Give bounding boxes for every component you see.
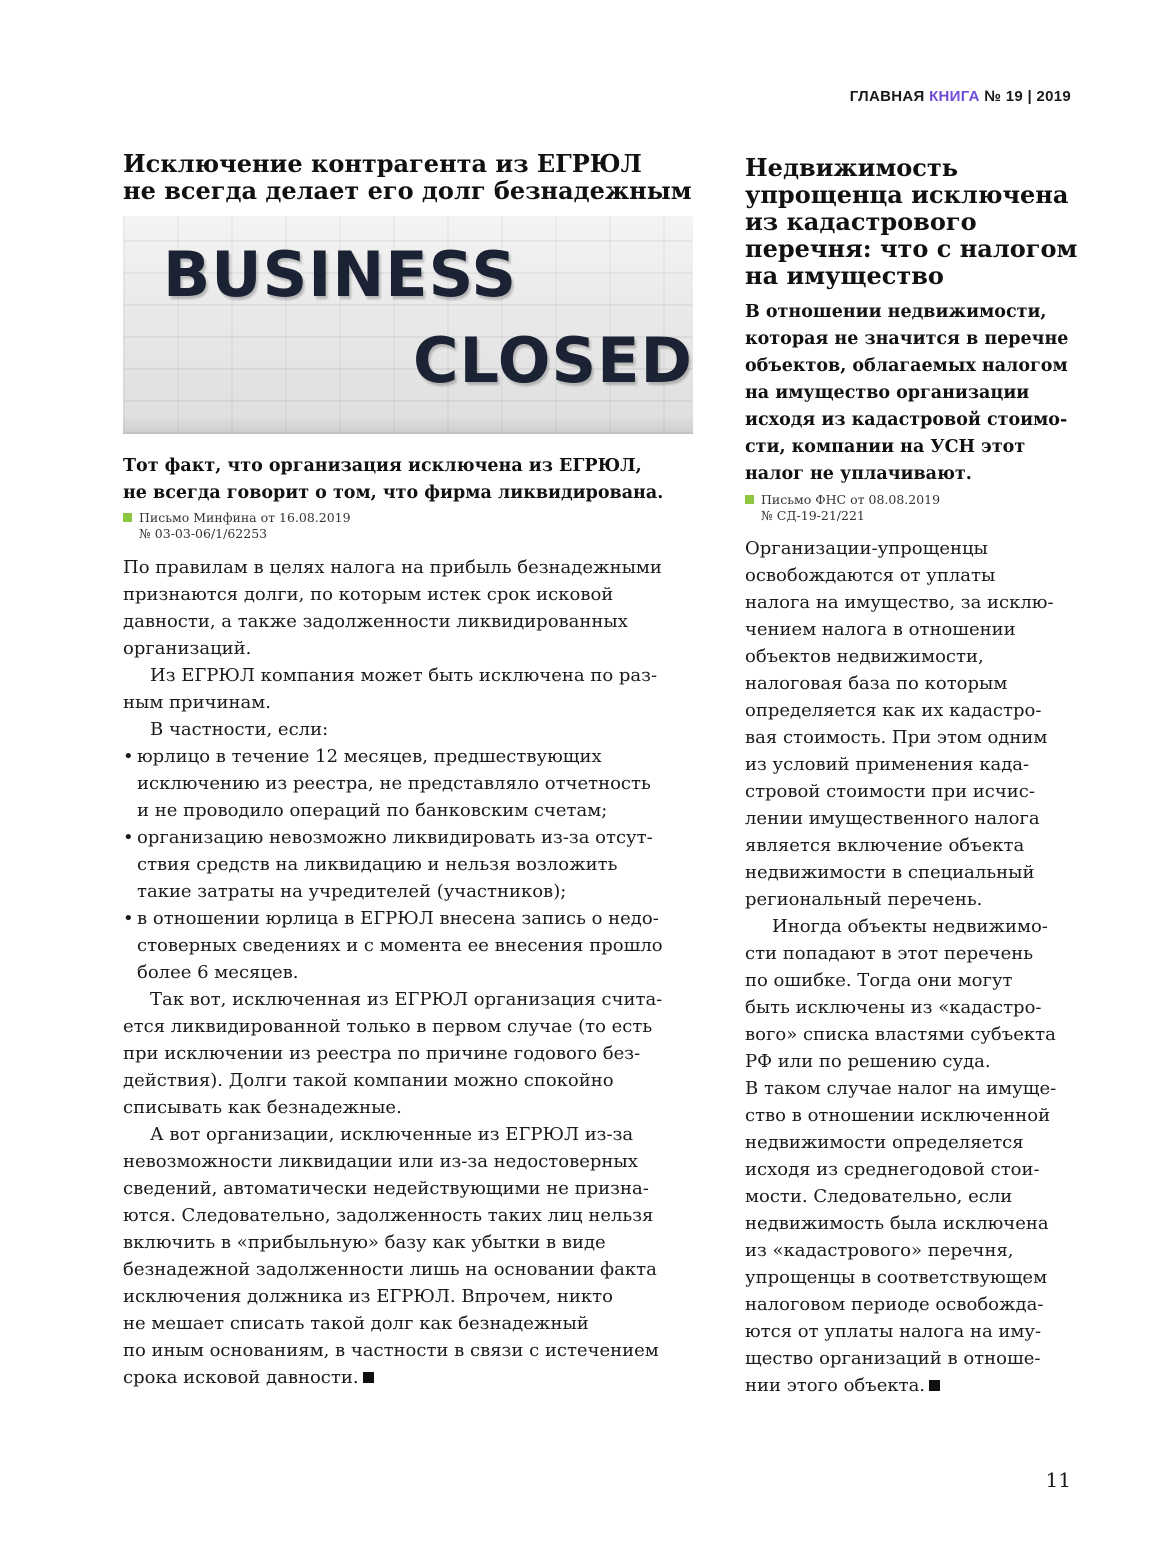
photo-text-closed: CLOSED <box>413 324 693 397</box>
body-line: стровой стоимости при исчис- <box>745 781 1035 802</box>
body-line: лении имущественного налога <box>745 808 1040 829</box>
body-line: быть исключены из «кадастро- <box>745 997 1042 1018</box>
bullet-item: • юрлицо в течение 12 месяцев, предшествующих <box>123 743 695 770</box>
photo-shadow <box>123 416 693 434</box>
bullet-item-cont: ствия средств на ликвидацию и нельзя возложить <box>137 854 618 875</box>
right-lead-line: сти, компании на УСН этот <box>745 437 1026 457</box>
body-line: недвижимости определяется <box>745 1132 1024 1153</box>
left-lead <box>123 453 695 507</box>
bullet-item-cont: стоверных сведениях и с момента ее внесения прошло <box>137 935 663 956</box>
photo-text-business: BUSINESS <box>163 238 518 311</box>
left-source <box>123 510 695 542</box>
body-line: ство в отношении исключенной <box>745 1105 1051 1126</box>
right-lead-line: налог не уплачивают. <box>745 464 972 484</box>
left-lead-line: Тот факт, что организация исключена из ЕГРЮЛ, <box>123 456 642 476</box>
body-line: По правилам в целях налога на прибыль безнадежными <box>123 557 662 578</box>
body-line: объектов недвижимости, <box>745 646 984 667</box>
body-line-text: срока исковой давности. <box>123 1367 359 1388</box>
right-lead-line: объектов, облагаемых налогом <box>745 356 1068 376</box>
body-line: невозможности ликвидации или из-за недостоверных <box>123 1151 638 1172</box>
right-headline-line: из кадастрового <box>745 207 977 236</box>
body-line: недвижимость была исключена <box>745 1213 1049 1234</box>
body-line: налоговом периоде освобожда- <box>745 1294 1044 1315</box>
left-headline <box>123 150 695 204</box>
body-line: по иным основаниям, в частности в связи с истечением <box>123 1340 659 1361</box>
left-headline-line: Исключение контрагента из ЕГРЮЛ <box>123 149 642 178</box>
right-headline-line: упрощенца исключена <box>745 180 1069 209</box>
end-mark-icon <box>363 1372 374 1383</box>
left-source-line: Письмо Минфина от 16.08.2019 <box>139 510 351 525</box>
left-body <box>123 554 695 1391</box>
body-line: признаются долги, по которым истек срок исковой <box>123 584 614 605</box>
body-line: чением налога в отношении <box>745 619 1016 640</box>
body-line: исключения должника из ЕГРЮЛ. Впрочем, никто <box>123 1286 613 1307</box>
green-square-icon <box>745 495 754 504</box>
body-line: Так вот, исключенная из ЕГРЮЛ организация счита- <box>150 989 663 1010</box>
bullet-item-cont: исключению из реестра, не представляло отчетность <box>137 773 651 794</box>
body-line: включить в «прибыльную» базу как убытки в виде <box>123 1232 606 1253</box>
body-line: ются. Следовательно, задолженность таких лиц нельзя <box>123 1205 654 1226</box>
body-line: из «кадастрового» перечня, <box>745 1240 1014 1261</box>
body-line: ются от уплаты налога на иму- <box>745 1321 1042 1342</box>
body-line: из условий применения када- <box>745 754 1030 775</box>
body-line: РФ или по решению суда. <box>745 1051 991 1072</box>
right-article <box>745 154 1080 1399</box>
right-source-line: № СД-19-21/221 <box>761 508 865 523</box>
body-line-last <box>745 1372 1080 1399</box>
body-line: освобождаются от уплаты <box>745 565 996 586</box>
body-line: безнадежной задолженности лишь на основании факта <box>123 1259 657 1280</box>
body-line: действия). Долги такой компании можно спокойно <box>123 1070 614 1091</box>
bullet-item-cont: такие затраты на учредителей (участников); <box>137 881 567 902</box>
body-line-text: нии этого объекта. <box>745 1375 926 1396</box>
masthead <box>850 88 1071 105</box>
masthead-title-accent: КНИГА <box>929 88 980 105</box>
body-line: Иногда объекты недвижимо- <box>772 916 1048 937</box>
body-line-last <box>123 1364 695 1391</box>
right-headline-line: перечня: что с налогом <box>745 234 1078 263</box>
right-lead-line: которая не значится в перечне <box>745 329 1069 349</box>
body-line: региональный перечень. <box>745 889 983 910</box>
body-line: является включение объекта <box>745 835 1025 856</box>
bullet-item: • в отношении юрлица в ЕГРЮЛ внесена запись о недо- <box>123 905 695 932</box>
right-lead-line: исходя из кадастровой стоимо- <box>745 410 1068 430</box>
right-headline <box>745 154 1080 289</box>
body-line: сти попадают в этот перечень <box>745 943 1034 964</box>
right-source-line: Письмо ФНС от 08.08.2019 <box>761 492 941 507</box>
masthead-issue: № 19 | 2019 <box>984 88 1071 105</box>
body-line: недвижимости в специальный <box>745 862 1035 883</box>
right-headline-line: на имущество <box>745 261 944 290</box>
bullet-item-cont: более 6 месяцев. <box>137 962 299 983</box>
body-line: вая стоимость. При этом одним <box>745 727 1048 748</box>
body-line: мости. Следовательно, если <box>745 1186 1013 1207</box>
end-mark-icon <box>929 1380 940 1391</box>
left-lead-line: не всегда говорит о том, что фирма ликвидирована. <box>123 483 664 503</box>
body-line: В частности, если: <box>150 719 329 740</box>
body-line: А вот организации, исключенные из ЕГРЮЛ из-за <box>150 1124 634 1145</box>
left-source-line: № 03-03-06/1/62253 <box>139 526 268 541</box>
page-number: 11 <box>1045 1468 1071 1492</box>
body-line: В таком случае налог на имуще- <box>745 1078 1057 1099</box>
body-line: Организации-упрощенцы <box>745 538 988 559</box>
right-lead-line: В отношении недвижимости, <box>745 302 1047 322</box>
left-article <box>123 150 695 1391</box>
body-line: ется ликвидированной только в первом случае (то есть <box>123 1016 653 1037</box>
green-square-icon <box>123 513 132 522</box>
body-line: налоговая база по которым <box>745 673 1008 694</box>
body-line: при исключении из реестра по причине годового без- <box>123 1043 641 1064</box>
business-closed-photo <box>123 216 693 434</box>
body-line: налога на имущество, за исклю- <box>745 592 1054 613</box>
body-line: щество организаций в отноше- <box>745 1348 1041 1369</box>
body-line: давности, а также задолженности ликвидированных <box>123 611 628 632</box>
left-headline-line: не всегда делает его долг безнадежным <box>123 176 692 205</box>
right-body <box>745 535 1080 1399</box>
body-line: по ошибке. Тогда они могут <box>745 970 1013 991</box>
bullet-item: • организацию невозможно ликвидировать из-за отсут- <box>123 824 695 851</box>
body-line: ным причинам. <box>123 692 271 713</box>
body-line: Из ЕГРЮЛ компания может быть исключена по раз- <box>150 665 658 686</box>
body-line: упрощенцы в соответствующем <box>745 1267 1048 1288</box>
body-line: сведений, автоматически недействующими не призна- <box>123 1178 649 1199</box>
masthead-title: ГЛАВНАЯ <box>849 88 925 105</box>
body-line: вого» списка властями субъекта <box>745 1024 1056 1045</box>
body-line: не мешает списать такой долг как безнадежный <box>123 1313 589 1334</box>
right-headline-line: Недвижимость <box>745 153 959 182</box>
right-source <box>745 492 1080 524</box>
right-lead-line: на имущество организации <box>745 383 1030 403</box>
body-line: определяется как их кадастро- <box>745 700 1042 721</box>
bullet-item-cont: и не проводило операций по банковским счетам; <box>137 800 608 821</box>
body-line: списывать как безнадежные. <box>123 1097 402 1118</box>
body-line: организаций. <box>123 638 252 659</box>
right-lead <box>745 299 1080 488</box>
body-line: исходя из среднегодовой стои- <box>745 1159 1040 1180</box>
